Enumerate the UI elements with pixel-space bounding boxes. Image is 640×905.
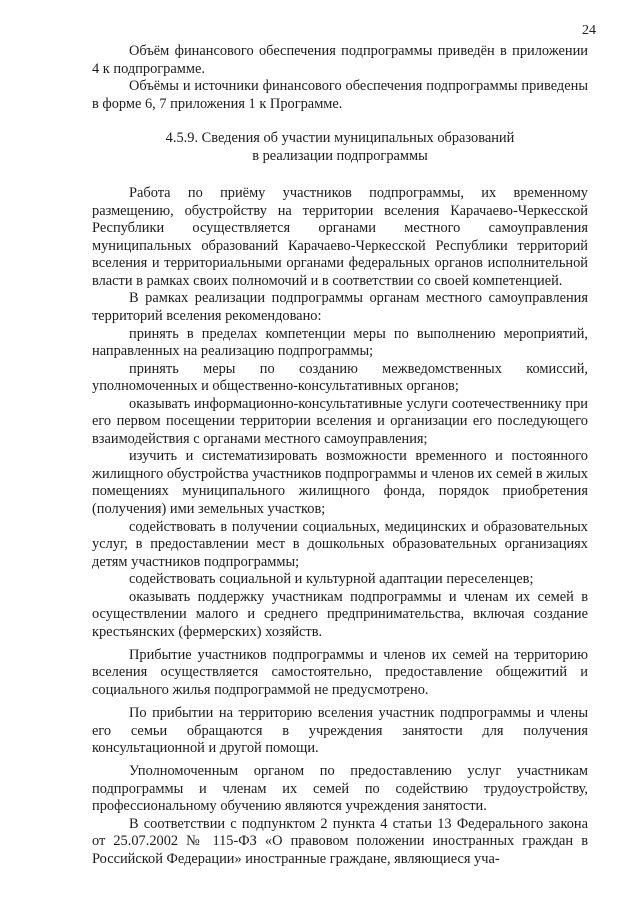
body-paragraph: В рамках реализации подпрограммы органам местного самоуправления территорий вселения рекомендовано: bbox=[92, 290, 588, 325]
body-paragraph: По прибытии на территорию вселения участник подпрограммы и члены его семьи обращаются в учреждения занятости для получения консультационной и другой помощи. bbox=[92, 705, 588, 757]
document-body bbox=[92, 43, 588, 868]
section-heading bbox=[92, 130, 588, 165]
page-number: 24 bbox=[582, 23, 596, 38]
section-heading-line: 4.5.9. Сведения об участии муниципальных образований bbox=[165, 130, 515, 147]
list-item: принять в пределах компетенции меры по выполнению мероприятий, направленных на реализацию подпрограммы; bbox=[92, 325, 588, 360]
list-item: оказывать информационно-консультативные услуги соотечественнику при его первом посещении территории вселения и организации его последующего взаимодействия с органами местного самоуправления; bbox=[92, 395, 588, 447]
body-paragraph: Прибытие участников подпрограммы и членов их семей на территорию вселения осуществляется самостоятельно, предоставление общежитий и социального жилья подпрограммой не предусмотрено. bbox=[92, 646, 588, 698]
body-paragraph: Уполномоченным органом по предоставлению услуг участникам подпрограммы и членам их семей по содействию трудоустройству, профессиональному обучению являются учреждения занятости. bbox=[92, 763, 588, 815]
list-item: содействовать социальной и культурной адаптации переселенцев; bbox=[129, 571, 534, 588]
intro-paragraph: Объёмы и источники финансового обеспечения подпрограммы приведены в форме 6, 7 приложения 1 к Программе. bbox=[92, 78, 588, 112]
list-item: содействовать в получении социальных, медицинских и образовательных услуг, в предоставлении мест в дошкольных образовательных организациях детям участников подпрограммы; bbox=[92, 518, 588, 570]
list-item: принять меры по созданию межведомственных комиссий, уполномоченных и общественно-консультативных органов; bbox=[92, 360, 588, 395]
list-item: изучить и систематизировать возможности временного и постоянного жилищного обустройства участников подпрограммы и членов их семей в жилых помещениях муниципального жилищного фонда, порядок приобретения (получения) ими земельных участков; bbox=[92, 448, 588, 518]
body-paragraph: В соответствии с подпунктом 2 пункта 4 статьи 13 Федерального закона от 25.07.2002 № 115-ФЗ «О правовом положении иностранных граждан в Российской Федерации» иностранные граждане, являющиеся уча- bbox=[92, 815, 588, 867]
section-heading-line: в реализации подпрограммы bbox=[252, 147, 428, 164]
list-item: оказывать поддержку участникам подпрограммы и членам их семей в осуществлении малого и среднего предпринимательства, включая создание крестьянских (фермерских) хозяйств. bbox=[92, 588, 588, 640]
intro-paragraph: Объём финансового обеспечения подпрограммы приведён в приложении 4 к подпрограмме. bbox=[92, 43, 588, 77]
body-paragraph: Работа по приёму участников подпрограммы, их временному размещению, обустройству на территории вселения Карачаево-Черкесской Республики осуществляется органами местного самоуправления муниципальных образований Карачаево-Черкесской Республики территорий вселения и территориальными органами федеральных органов исполнительной власти в рамках своих полномочий и в соответствии со своей компетенцией. bbox=[92, 185, 588, 289]
